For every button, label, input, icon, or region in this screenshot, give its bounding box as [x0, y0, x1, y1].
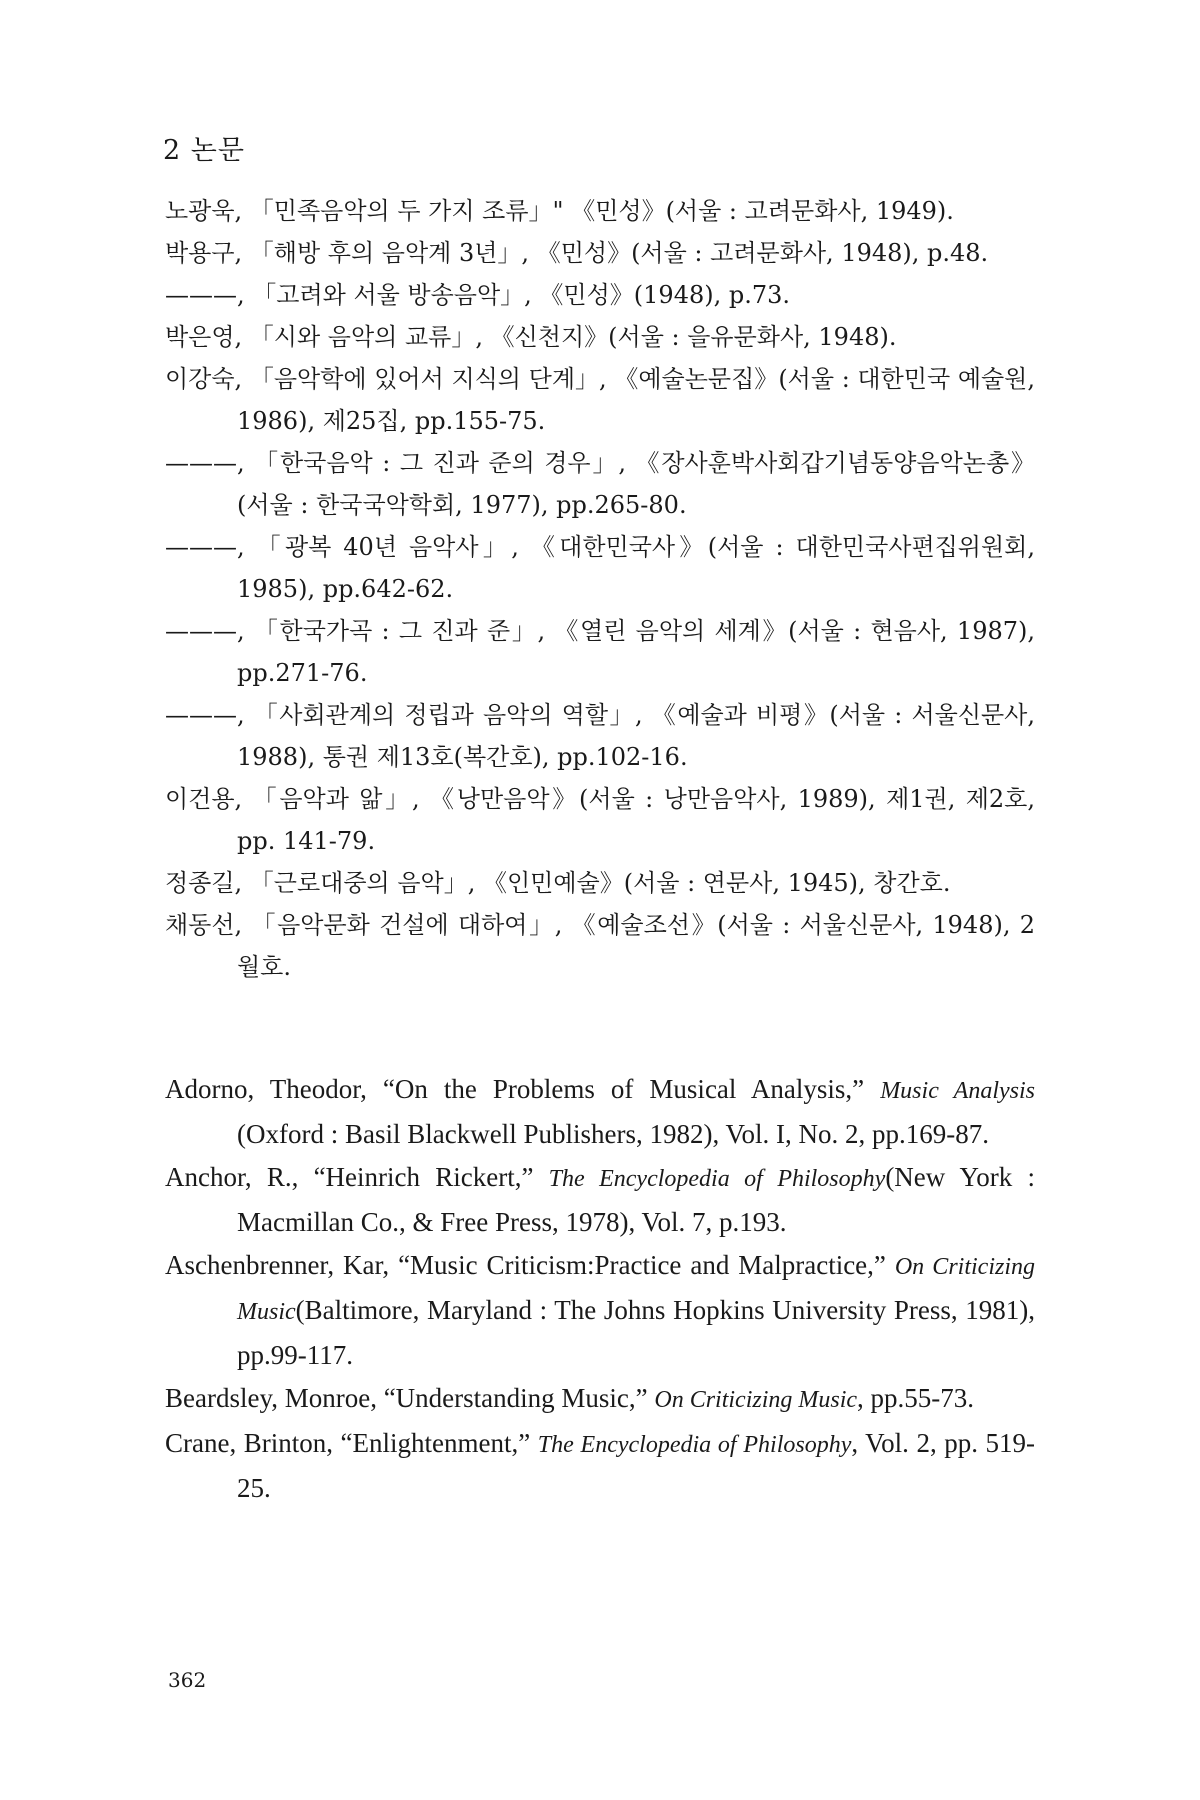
reference-source-title: On Criticizing Music — [237, 1254, 1035, 1325]
reference-source-title: The Encyclopedia of Philosophy — [537, 1432, 852, 1458]
reference-item: 채동선, 「음악문화 건설에 대하여」, 《예술조선》(서울 : 서울신문사, 1948), 2월호. — [165, 911, 1035, 981]
reference-author-title: Beardsley, Monroe, “Understanding Music,” — [165, 1383, 655, 1413]
running-header: 2 논문 — [163, 135, 245, 166]
reference-publication-info: (New York : Macmillan Co., & Free Press, 1978), Vol. 7, p.193. — [237, 1162, 1035, 1237]
reference-item: ———, 「사회관계의 정립과 음악의 역할」, 《예술과 비평》(서울 : 서울신문사, 1988), 통권 제13호(복간호), pp.102-16. — [165, 701, 1035, 771]
page-number: 362 — [168, 1668, 207, 1692]
reference-author-title: Adorno, Theodor, “On the Problems of Musical Analysis,” — [165, 1074, 881, 1104]
reference-author-title: Crane, Brinton, “Enlightenment,” — [165, 1428, 538, 1458]
reference-item — [165, 1068, 1035, 1156]
reference-publication-info: (Oxford : Basil Blackwell Publishers, 1982), Vol. I, No. 2, pp.169-87. — [237, 1119, 989, 1149]
reference-item: ———, 「한국음악 : 그 진과 준의 경우」, 《장사훈박사회갑기념동양음악논총》(서울 : 한국국악학회, 1977), pp.265-80. — [165, 449, 1035, 519]
korean-reference-list — [165, 190, 1035, 988]
reference-item: 노광욱, 「민족음악의 두 가지 조류」" 《민성》(서울 : 고려문화사, 1949). — [165, 197, 954, 225]
reference-source-title: Music Analysis — [880, 1078, 1035, 1104]
reference-item: ———, 「고려와 서울 방송음악」, 《민성》(1948), p.73. — [165, 281, 791, 309]
english-reference-list — [165, 1068, 1035, 1510]
reference-item — [165, 1422, 1035, 1510]
reference-item: 정종길, 「근로대중의 음악」, 《인민예술》(서울 : 연문사, 1945), 창간호. — [165, 869, 951, 897]
reference-item: ———, 「한국가곡 : 그 진과 준」, 《열린 음악의 세계》(서울 : 현음사, 1987), pp.271-76. — [165, 617, 1035, 687]
reference-publication-info: , Vol. 2, pp. 519-25. — [237, 1428, 1036, 1503]
reference-item: 이강숙, 「음악학에 있어서 지식의 단계」, 《예술논문집》(서울 : 대한민국 예술원, 1986), 제25집, pp.155-75. — [165, 365, 1035, 435]
reference-item: ———, 「광복 40년 음악사」, 《대한민국사》(서울 : 대한민국사편집위원회, 1985), pp.642-62. — [165, 533, 1035, 603]
reference-author-title: Aschenbrenner, Kar, “Music Criticism:Practice and Malpractice,” — [165, 1250, 895, 1280]
reference-item — [165, 1156, 1035, 1244]
reference-source-title: The Encyclopedia of Philosophy — [548, 1166, 886, 1192]
reference-item — [165, 1244, 1035, 1377]
reference-item: 박은영, 「시와 음악의 교류」, 《신천지》(서울 : 을유문화사, 1948). — [165, 323, 897, 351]
reference-item: 박용구, 「해방 후의 음악계 3년」, 《민성》(서울 : 고려문화사, 1948), p.48. — [165, 239, 989, 267]
reference-publication-info: (Baltimore, Maryland : The Johns Hopkins University Press, 1981), pp.99-117. — [237, 1295, 1035, 1370]
reference-source-title: On Criticizing Music — [654, 1387, 858, 1413]
reference-author-title: Anchor, R., “Heinrich Rickert,” — [165, 1162, 549, 1192]
reference-publication-info: , pp.55-73. — [857, 1383, 975, 1413]
reference-item: 이건용, 「음악과 앎」, 《낭만음악》(서울 : 낭만음악사, 1989), 제1권, 제2호, pp. 141-79. — [165, 785, 1035, 855]
reference-item — [165, 1377, 1035, 1422]
